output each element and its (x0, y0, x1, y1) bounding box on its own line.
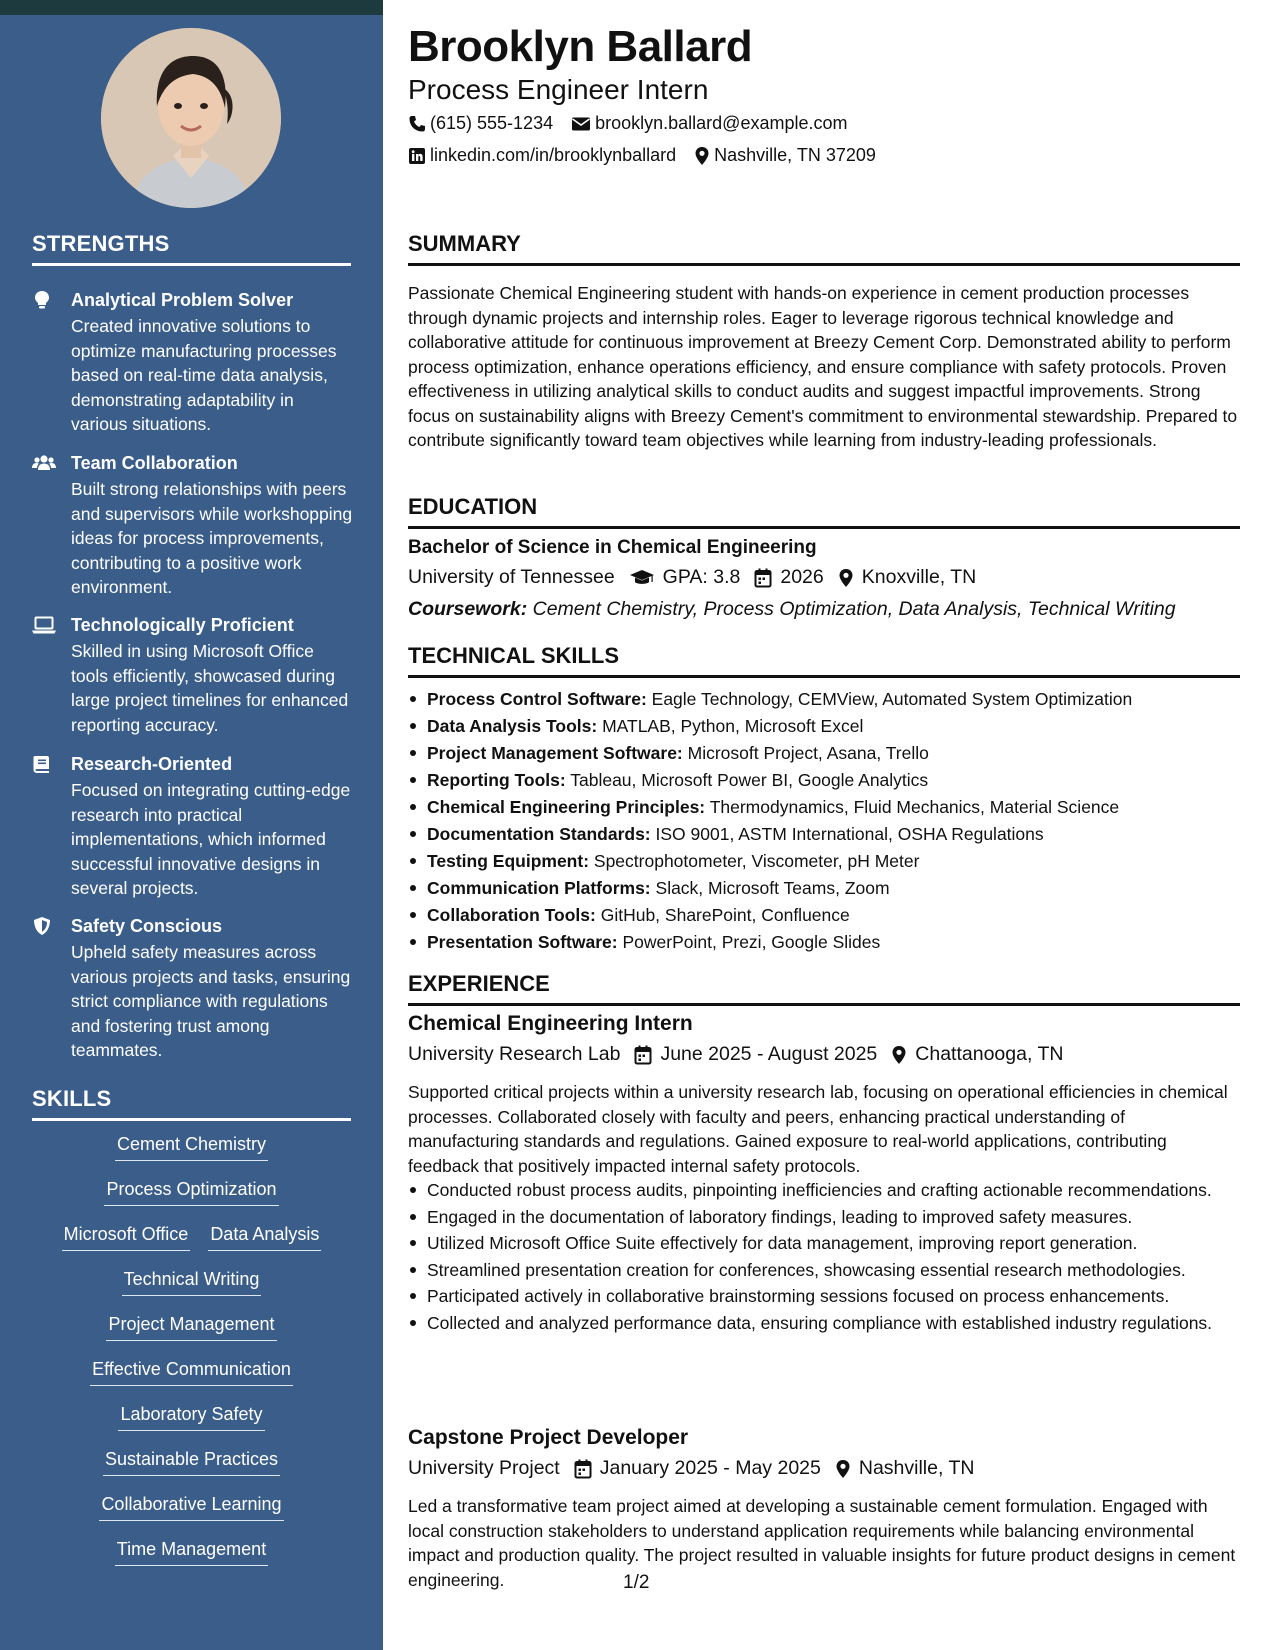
location-text: Nashville, TN 37209 (714, 145, 876, 165)
job-location: Chattanooga, TN (915, 1043, 1064, 1065)
skills-heading: SKILLS (32, 1086, 351, 1121)
skill-value: Eagle Technology, CEMView, Automated System Optimization (651, 689, 1133, 709)
skill-value: Slack, Microsoft Teams, Zoom (655, 878, 890, 898)
phone-contact[interactable] (408, 113, 553, 134)
list-item (408, 849, 1240, 876)
skill-label: Project Management Software: (427, 743, 683, 763)
linkedin-contact[interactable] (408, 145, 676, 166)
list-item (408, 687, 1240, 714)
skill-value: Spectrophotometer, Viscometer, pH Meter (593, 851, 920, 871)
job-description: Led a transformative team project aimed at developing a sustainable cement formulation. Engaged with local construction stakeholders to understand application requirements while balancing environmental impact and production quality. The project resulted in valuable insights for future product designs in cement engineering. (408, 1496, 1236, 1590)
list-item (408, 903, 1240, 930)
book-icon (32, 754, 54, 774)
job-org: University Research Lab (408, 1043, 621, 1065)
job-meta (408, 1457, 988, 1480)
phone-text: (615) 555-1234 (430, 113, 554, 133)
skill-tag: Process Optimization (104, 1177, 278, 1206)
calendar-icon (574, 1459, 592, 1479)
grad-year: 2026 (780, 566, 824, 588)
job-dates: June 2025 - August 2025 (660, 1043, 878, 1065)
skill-value: PowerPoint, Prezi, Google Slides (622, 932, 881, 952)
gpa-text: GPA: 3.8 (662, 566, 741, 588)
laptop-icon (32, 615, 54, 635)
skill-label: Communication Platforms: (427, 878, 651, 898)
sidebar (0, 0, 383, 1650)
strength-desc: Skilled in using Microsoft Office tools efficiently, showcased during large project timelines for enhanced reporting accuracy. (71, 641, 349, 735)
strength-title: Safety Conscious (71, 916, 223, 936)
calendar-icon (754, 568, 772, 588)
job-org: University Project (408, 1457, 560, 1479)
job-title: Chemical Engineering Intern (408, 1012, 693, 1035)
experience-heading: EXPERIENCE (408, 971, 1240, 1006)
skills-list (32, 1132, 351, 1582)
list-item (408, 822, 1240, 849)
summary-text: Passionate Chemical Engineering student with hands-on experience in cement production processes through dynamic projects and internship roles. Eager to leverage rigorous technical knowledge and collaborative attitude for continuous improvement at Breezy Cement Corp. Demonstrated ability to perform process optimization, enhance operations efficiency, and ensure compliance with safety protocols. Proven effectiveness in utilizing analytical skills to conduct audits and suggest impactful improvements. Strong focus on sustainability aligns with Breezy Cement's commitment to environmental stewardship. Prepared to contribute significantly toward team objectives while learning from industry-leading professionals. (408, 283, 1238, 450)
map-pin-icon (838, 568, 854, 588)
strength-desc: Built strong relationships with peers and supervisors while workshopping ideas for process improvements, contributing to a positive work environment. (71, 479, 353, 597)
email-text: brooklyn.ballard@example.com (595, 113, 848, 133)
location-contact (694, 145, 876, 166)
skill-label: Testing Equipment: (427, 851, 590, 871)
skill-value: Microsoft Project, Asana, Trello (687, 743, 929, 763)
school-location: Knoxville, TN (861, 566, 977, 588)
skill-tag: Microsoft Office (62, 1222, 191, 1251)
coursework-label: Coursework: (408, 598, 528, 620)
school-name: University of Tennessee (408, 566, 615, 588)
list-item (408, 876, 1240, 903)
skill-label: Collaboration Tools: (427, 905, 596, 925)
skill-label: Documentation Standards: (427, 824, 651, 844)
linkedin-text: linkedin.com/in/brooklynballard (430, 145, 677, 165)
skill-tag: Project Management (106, 1312, 276, 1341)
graduation-cap-icon (629, 569, 655, 587)
skill-tag: Cement Chemistry (115, 1132, 268, 1161)
map-pin-icon (835, 1459, 851, 1479)
contact-row (408, 145, 894, 166)
skill-label: Data Analysis Tools: (427, 716, 598, 736)
skill-tag: Data Analysis (208, 1222, 321, 1251)
users-icon (32, 453, 54, 473)
list-item (408, 768, 1240, 795)
candidate-role: Process Engineer Intern (408, 74, 709, 105)
skill-tag: Laboratory Safety (118, 1402, 264, 1431)
skill-value: GitHub, SharePoint, Confluence (600, 905, 850, 925)
skill-tag: Technical Writing (122, 1267, 262, 1296)
page-number: 1/2 (623, 1572, 650, 1593)
strength-title: Research-Oriented (71, 754, 233, 774)
list-item: Participated actively in collaborative brainstorming sessions focused on process enhancements. (408, 1284, 1240, 1309)
phone-icon (408, 115, 426, 133)
list-item: Engaged in the documentation of laboratory findings, leading to improved safety measures. (408, 1205, 1240, 1230)
job-description: Supported critical projects within a university research lab, focusing on operational efficiencies in chemical processes. Collaborated closely with faculty and peers, enhancing practical understanding of manufacturing standards and regulations. Gained exposure to real-world applications, contributing feedback that positively impacted internal safety protocols. (408, 1082, 1228, 1176)
skill-label: Chemical Engineering Principles: (427, 797, 706, 817)
job-location: Nashville, TN (858, 1457, 975, 1479)
candidate-name: Brooklyn Ballard (408, 22, 753, 71)
skill-label: Reporting Tools: (427, 770, 566, 790)
skill-label: Presentation Software: (427, 932, 618, 952)
skill-value: ISO 9001, ASTM International, OSHA Regulations (655, 824, 1044, 844)
avatar (101, 28, 281, 208)
strengths-heading: STRENGTHS (32, 231, 351, 266)
strength-title: Technologically Proficient (71, 615, 294, 635)
list-item: Utilized Microsoft Office Suite effectively for data management, improving report generation. (408, 1231, 1240, 1256)
map-pin-icon (891, 1045, 907, 1065)
skill-tag: Sustainable Practices (103, 1447, 280, 1476)
list-item (408, 741, 1240, 768)
strength-title: Team Collaboration (71, 453, 238, 473)
summary-heading: SUMMARY (408, 231, 1240, 266)
contact-row (408, 113, 865, 134)
skill-value: MATLAB, Python, Microsoft Excel (602, 716, 864, 736)
list-item (408, 930, 1240, 957)
education-meta (408, 566, 990, 589)
job-meta (408, 1043, 1077, 1066)
list-item (408, 795, 1240, 822)
skill-value: Thermodynamics, Fluid Mechanics, Material Science (709, 797, 1120, 817)
strength-desc: Upheld safety measures across various projects and tasks, ensuring strict compliance with regulations and fostering trust among teammates. (71, 942, 351, 1060)
strength-title: Analytical Problem Solver (71, 290, 294, 310)
coursework-text: Cement Chemistry, Process Optimization, Data Analysis, Technical Writing (532, 598, 1176, 620)
skill-tag: Effective Communication (90, 1357, 293, 1386)
skill-tag: Collaborative Learning (99, 1492, 283, 1521)
degree-title: Bachelor of Science in Chemical Engineering (408, 537, 817, 558)
skill-value: Tableau, Microsoft Power BI, Google Analytics (570, 770, 929, 790)
lightbulb-icon (32, 290, 54, 310)
list-item: Streamlined presentation creation for conferences, showcasing essential research methodologies. (408, 1258, 1240, 1283)
list-item: Conducted robust process audits, pinpointing inefficiencies and crafting actionable recommendations. (408, 1178, 1240, 1203)
email-contact[interactable] (571, 113, 847, 134)
envelope-icon (571, 116, 591, 132)
skill-label: Process Control Software: (427, 689, 647, 709)
strength-desc: Created innovative solutions to optimize manufacturing processes based on real-time data analysis, demonstrating adaptability in various situations. (71, 316, 337, 434)
shield-icon (32, 916, 54, 936)
job-title: Capstone Project Developer (408, 1426, 689, 1449)
technical-skills-list (408, 687, 1240, 957)
list-item: Collected and analyzed performance data, ensuring compliance with established industry regulations. (408, 1311, 1240, 1336)
sidebar-top-bar (0, 0, 383, 15)
skill-tag: Time Management (115, 1537, 268, 1566)
education-heading: EDUCATION (408, 494, 1240, 529)
job-bullets (408, 1178, 1240, 1337)
strength-desc: Focused on integrating cutting-edge research into practical implementations, which informed successful innovative designs in several projects. (71, 780, 351, 898)
map-pin-icon (694, 146, 710, 166)
coursework-line (408, 598, 1176, 621)
calendar-icon (634, 1045, 652, 1065)
technical-skills-heading: TECHNICAL SKILLS (408, 643, 1240, 678)
linkedin-icon (408, 147, 426, 165)
job-dates: January 2025 - May 2025 (599, 1457, 821, 1479)
list-item (408, 714, 1240, 741)
